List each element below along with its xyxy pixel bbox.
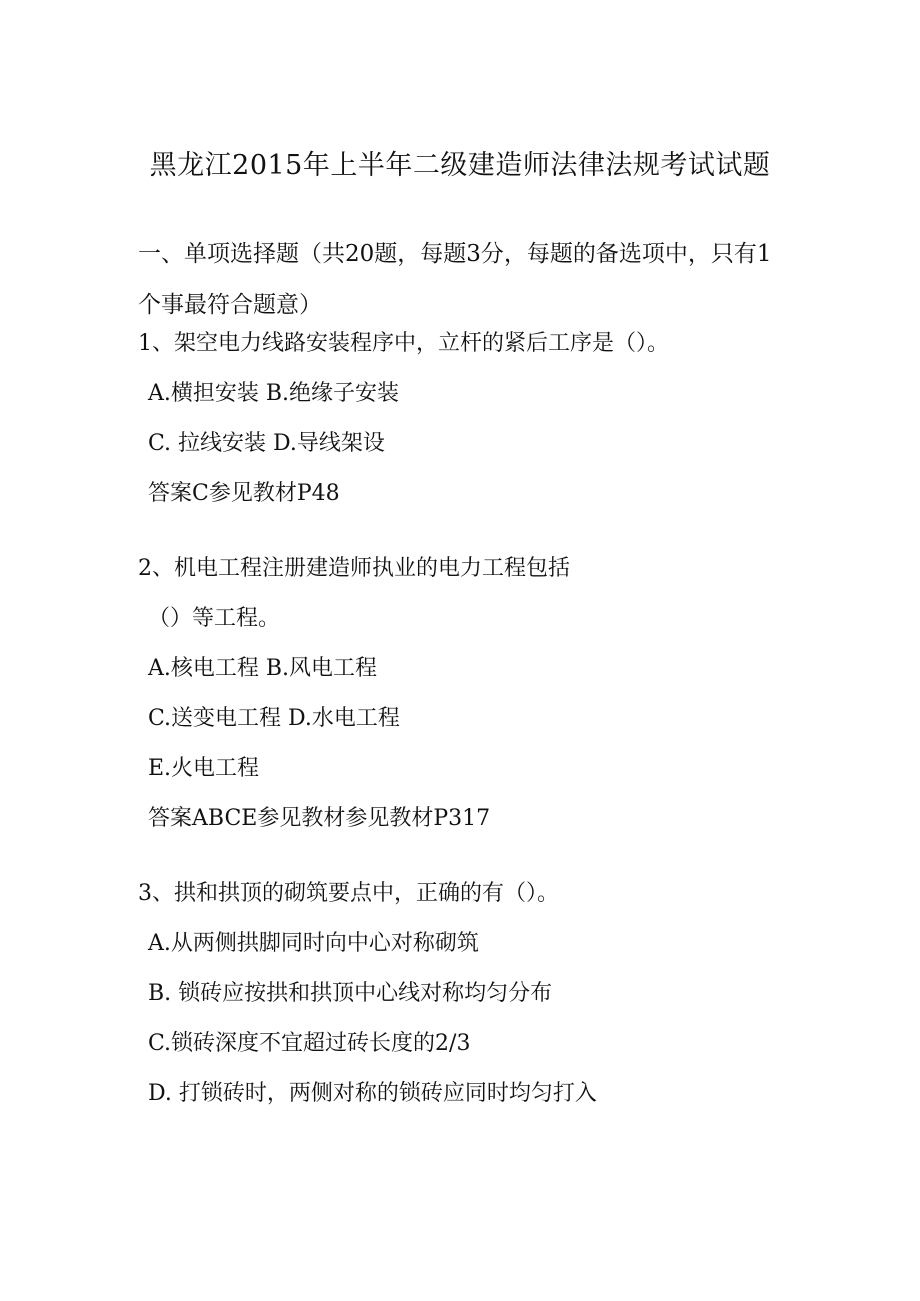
question-2-option-e: E.火电工程 xyxy=(148,756,260,781)
document-title: 黑龙江2015年上半年二级建造师法律法规考试试题 xyxy=(149,150,771,181)
question-3-option-b: B. 锁砖应按拱和拱顶中心线对称均匀分布 xyxy=(148,981,553,1006)
question-3-option-a: A.从两侧拱脚同时向中心对称砌筑 xyxy=(148,931,479,956)
question-1-options-ab: A.横担安装 B.绝缘子安装 xyxy=(148,381,400,406)
question-3-stem: 3、拱和拱顶的砌筑要点中，正确的有（）。 xyxy=(138,881,559,906)
question-1-options-cd: C. 拉线安装 D.导线架设 xyxy=(148,431,385,456)
question-2-stem-line-2: （）等工程。 xyxy=(148,606,281,631)
question-2-stem-line-1: 2、机电工程注册建造师执业的电力工程包括 xyxy=(138,556,570,581)
question-1-stem: 1、架空电力线路安装程序中，立杆的紧后工序是（）。 xyxy=(138,331,669,356)
question-1-answer: 答案C参见教材P48 xyxy=(148,481,340,506)
question-2-answer: 答案ABCE参见教材参见教材P317 xyxy=(148,806,491,831)
question-2-options-cd: C.送变电工程 D.水电工程 xyxy=(148,706,400,731)
question-2-options-ab: A.核电工程 B.风电工程 xyxy=(148,656,378,681)
section-heading: 一、单项选择题（共20题，每题3分，每题的备选项中，只有1个事最符合题意） xyxy=(138,241,772,318)
question-3-option-c: C.锁砖深度不宜超过砖长度的2/3 xyxy=(148,1031,471,1056)
question-3-option-d: D. 打锁砖时，两侧对称的锁砖应同时均匀打入 xyxy=(148,1081,597,1106)
